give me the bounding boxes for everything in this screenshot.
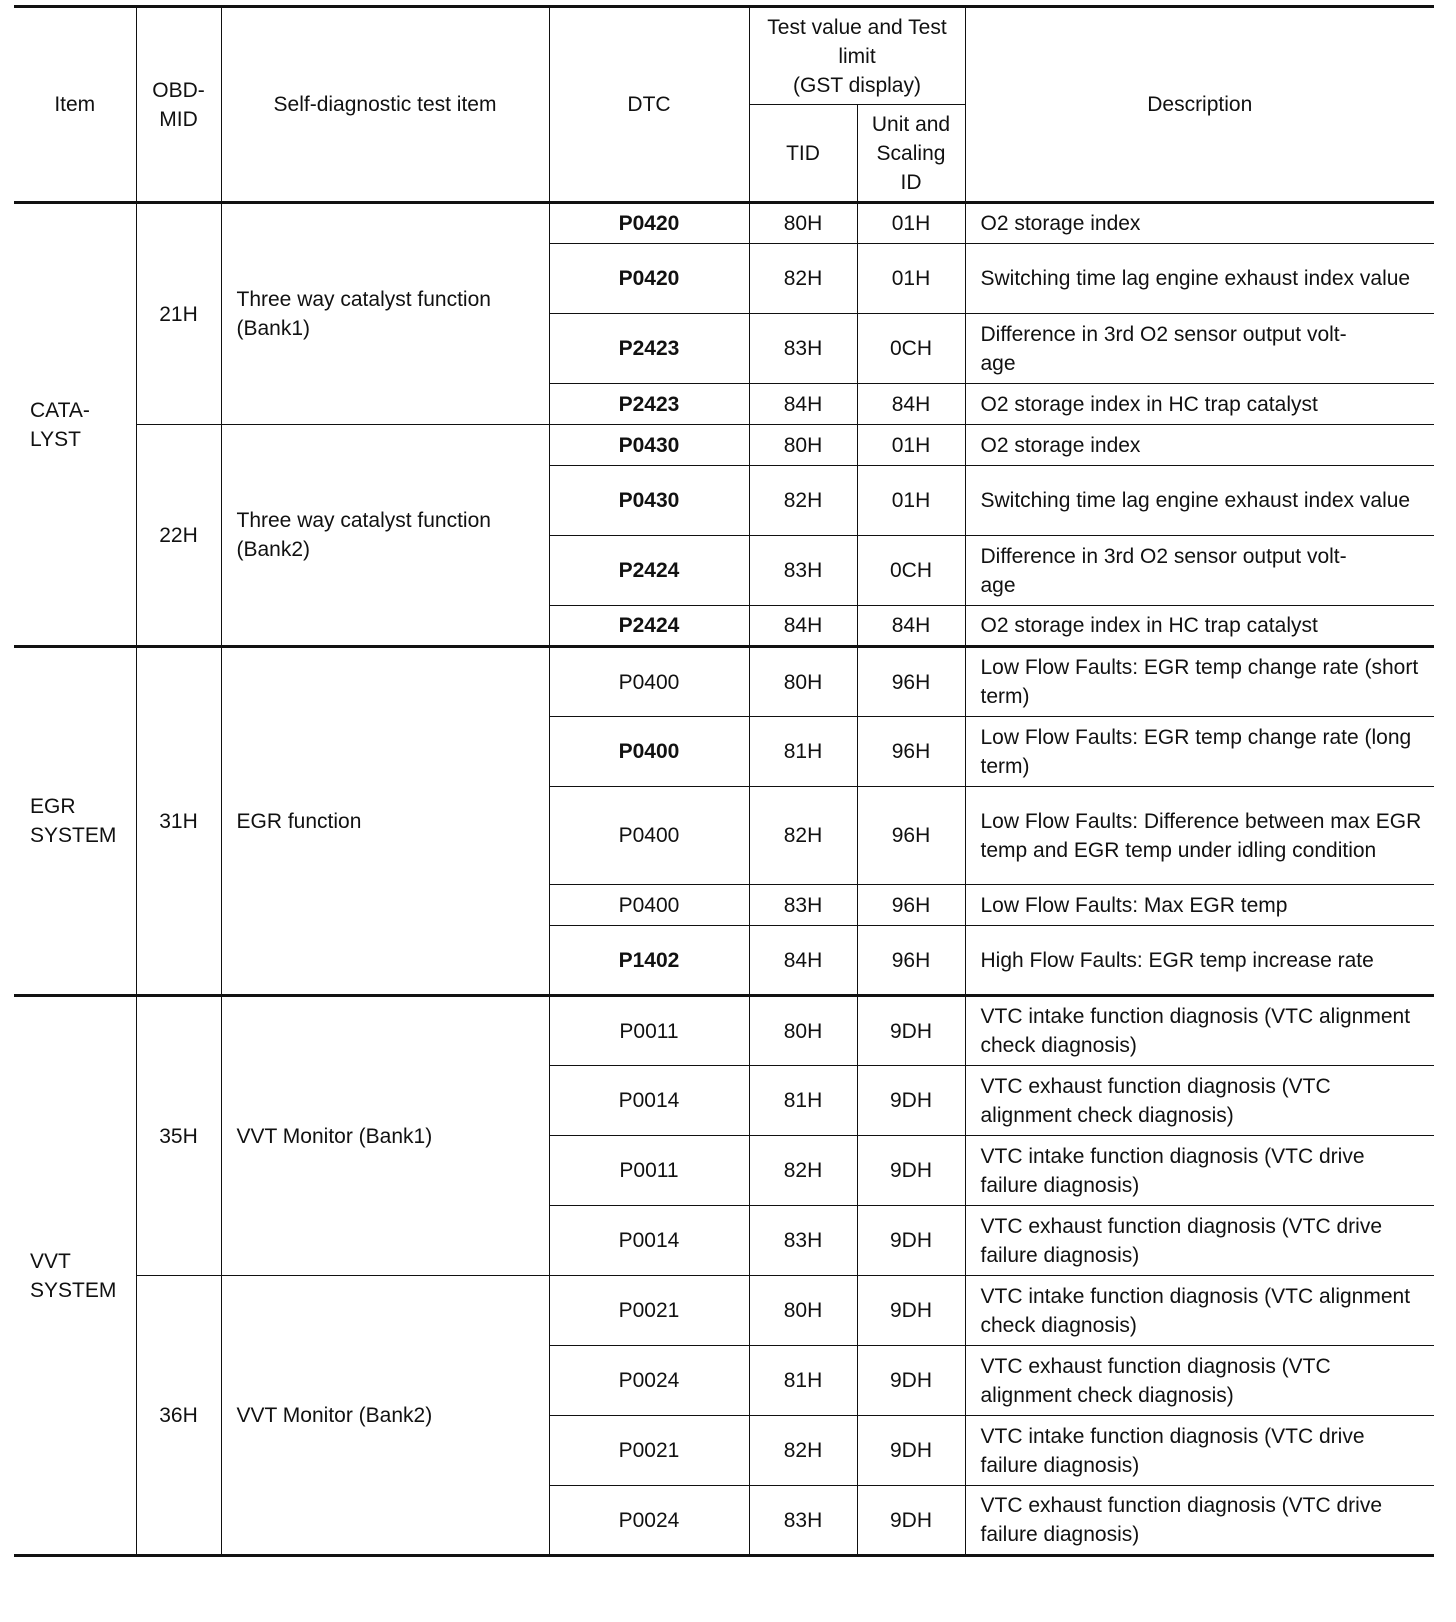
item-cell: VVT SYSTEM	[14, 996, 136, 1556]
dtc-cell: P0021	[549, 1276, 749, 1346]
unit-cell: 0CH	[857, 536, 965, 606]
tid-cell: 83H	[749, 536, 857, 606]
table-row	[14, 647, 1434, 717]
dtc-cell: P0024	[549, 1346, 749, 1416]
dtc-cell: P0430	[549, 425, 749, 466]
description-cell: Low Flow Faults: Difference between max EGR temp and EGR temp under idling condition	[965, 787, 1434, 885]
dtc-cell: P0011	[549, 1136, 749, 1206]
dtc-cell: P2424	[549, 606, 749, 647]
description-cell: High Flow Faults: EGR temp increase rate	[965, 926, 1434, 996]
unit-cell: 84H	[857, 606, 965, 647]
dtc-cell: P0420	[549, 203, 749, 244]
dtc-cell: P0430	[549, 466, 749, 536]
description-cell: VTC intake function diagnosis (VTC drive failure diagnosis)	[965, 1416, 1434, 1486]
tid-cell: 82H	[749, 787, 857, 885]
tid-cell: 80H	[749, 996, 857, 1066]
obd-mid-cell: 36H	[136, 1276, 221, 1556]
description-cell: O2 storage index in HC trap catalyst	[965, 606, 1434, 647]
unit-cell: 01H	[857, 425, 965, 466]
tid-cell: 82H	[749, 1416, 857, 1486]
unit-cell: 96H	[857, 647, 965, 717]
unit-cell: 9DH	[857, 1276, 965, 1346]
unit-cell: 9DH	[857, 1346, 965, 1416]
table-row	[14, 1276, 1434, 1346]
dtc-cell: P2424	[549, 536, 749, 606]
description-cell: Difference in 3rd O2 sensor output volt- age	[965, 314, 1434, 384]
description-cell: VTC exhaust function diagnosis (VTC alignment check diagnosis)	[965, 1346, 1434, 1416]
tid-cell: 81H	[749, 717, 857, 787]
description-cell: Low Flow Faults: EGR temp change rate (long term)	[965, 717, 1434, 787]
description-cell: VTC exhaust function diagnosis (VTC drive failure diagnosis)	[965, 1206, 1434, 1276]
tid-cell: 80H	[749, 425, 857, 466]
test-item-cell: Three way catalyst function (Bank1)	[221, 203, 549, 425]
description-cell: Low Flow Faults: Max EGR temp	[965, 885, 1434, 926]
test-item-cell: Three way catalyst function (Bank2)	[221, 425, 549, 647]
dtc-cell: P0400	[549, 787, 749, 885]
test-item-cell: VVT Monitor (Bank2)	[221, 1276, 549, 1556]
dtc-cell: P0400	[549, 885, 749, 926]
unit-cell: 9DH	[857, 1416, 965, 1486]
description-cell: Low Flow Faults: EGR temp change rate (short term)	[965, 647, 1434, 717]
table-row	[14, 425, 1434, 466]
table-row	[14, 203, 1434, 244]
unit-cell: 96H	[857, 787, 965, 885]
tid-cell: 82H	[749, 466, 857, 536]
header-obd-mid: OBD- MID	[136, 7, 221, 203]
unit-cell: 96H	[857, 926, 965, 996]
header-dtc: DTC	[549, 7, 749, 203]
unit-cell: 01H	[857, 244, 965, 314]
unit-cell: 01H	[857, 466, 965, 536]
obd-mid-table	[14, 5, 1434, 1557]
header-unit-scaling-id: Unit and Scaling ID	[857, 105, 965, 203]
header-test-value: Test value and Test limit (GST display)	[749, 7, 965, 105]
description-cell: Switching time lag engine exhaust index value	[965, 244, 1434, 314]
description-cell: VTC exhaust function diagnosis (VTC alignment check diagnosis)	[965, 1066, 1434, 1136]
dtc-cell: P0400	[549, 647, 749, 717]
obd-mid-cell: 31H	[136, 647, 221, 996]
unit-cell: 0CH	[857, 314, 965, 384]
tid-cell: 81H	[749, 1066, 857, 1136]
description-cell: O2 storage index	[965, 425, 1434, 466]
tid-cell: 80H	[749, 647, 857, 717]
dtc-cell: P0024	[549, 1486, 749, 1556]
dtc-cell: P0021	[549, 1416, 749, 1486]
tid-cell: 83H	[749, 314, 857, 384]
header-test-item: Self-diagnostic test item	[221, 7, 549, 203]
dtc-cell: P0011	[549, 996, 749, 1066]
tid-cell: 84H	[749, 926, 857, 996]
obd-mid-cell: 21H	[136, 203, 221, 425]
dtc-cell: P0400	[549, 717, 749, 787]
tid-cell: 83H	[749, 1486, 857, 1556]
unit-cell: 01H	[857, 203, 965, 244]
dtc-cell: P2423	[549, 384, 749, 425]
description-cell: O2 storage index	[965, 203, 1434, 244]
tid-cell: 84H	[749, 606, 857, 647]
tid-cell: 83H	[749, 1206, 857, 1276]
unit-cell: 96H	[857, 885, 965, 926]
description-cell: VTC intake function diagnosis (VTC alignment check diagnosis)	[965, 1276, 1434, 1346]
tid-cell: 82H	[749, 244, 857, 314]
header-item: Item	[14, 7, 136, 203]
tid-cell: 81H	[749, 1346, 857, 1416]
dtc-cell: P2423	[549, 314, 749, 384]
description-cell: O2 storage index in HC trap catalyst	[965, 384, 1434, 425]
dtc-cell: P1402	[549, 926, 749, 996]
description-cell: VTC exhaust function diagnosis (VTC drive failure diagnosis)	[965, 1486, 1434, 1556]
dtc-cell: P0014	[549, 1206, 749, 1276]
header-tid: TID	[749, 105, 857, 203]
obd-mid-table-container	[14, 5, 1434, 1557]
dtc-cell: P0420	[549, 244, 749, 314]
description-cell: VTC intake function diagnosis (VTC alignment check diagnosis)	[965, 996, 1434, 1066]
unit-cell: 9DH	[857, 1486, 965, 1556]
description-cell: Switching time lag engine exhaust index value	[965, 466, 1434, 536]
tid-cell: 80H	[749, 203, 857, 244]
obd-mid-cell: 35H	[136, 996, 221, 1276]
table-row	[14, 996, 1434, 1066]
description-cell: VTC intake function diagnosis (VTC drive failure diagnosis)	[965, 1136, 1434, 1206]
unit-cell: 9DH	[857, 996, 965, 1066]
item-cell: EGR SYSTEM	[14, 647, 136, 996]
unit-cell: 84H	[857, 384, 965, 425]
tid-cell: 82H	[749, 1136, 857, 1206]
obd-mid-cell: 22H	[136, 425, 221, 647]
unit-cell: 96H	[857, 717, 965, 787]
tid-cell: 80H	[749, 1276, 857, 1346]
header-description: Description	[965, 7, 1434, 203]
unit-cell: 9DH	[857, 1206, 965, 1276]
dtc-cell: P0014	[549, 1066, 749, 1136]
tid-cell: 84H	[749, 384, 857, 425]
test-item-cell: VVT Monitor (Bank1)	[221, 996, 549, 1276]
test-item-cell: EGR function	[221, 647, 549, 996]
description-cell: Difference in 3rd O2 sensor output volt- age	[965, 536, 1434, 606]
item-cell: CATA- LYST	[14, 203, 136, 647]
unit-cell: 9DH	[857, 1066, 965, 1136]
tid-cell: 83H	[749, 885, 857, 926]
unit-cell: 9DH	[857, 1136, 965, 1206]
